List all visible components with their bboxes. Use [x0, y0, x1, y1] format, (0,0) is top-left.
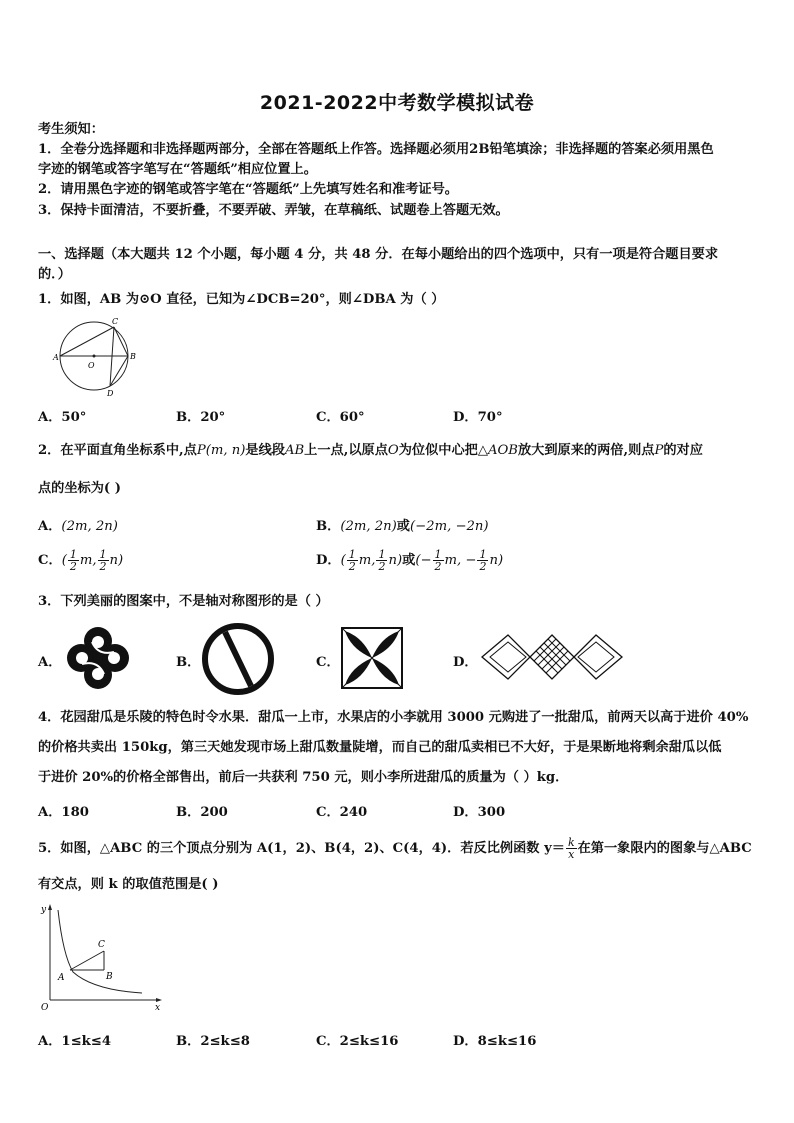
q5-option-d[interactable]: D．8≤k≤16	[453, 1034, 537, 1049]
page-title: 2021-2022中考数学模拟试卷	[259, 92, 535, 114]
q3-option-a-label[interactable]: A．	[38, 655, 62, 670]
q1-option-c[interactable]: C．60°	[316, 410, 365, 425]
notice-line-1: 1．全卷分选择题和非选择题两部分，全部在答题纸上作答。选择题必须用2B铅笔填涂；非选择题的答案必须用黑色	[38, 142, 714, 157]
q4-option-b[interactable]: B．200	[176, 805, 228, 820]
q2-option-b[interactable]: B．(2m, 2n)或(−2m, −2n)	[316, 519, 489, 534]
q1-option-a[interactable]: A．50°	[38, 410, 87, 425]
half-fraction: $\frac{1}{2}$	[348, 548, 356, 573]
half-fraction: $\frac{1}{2}$	[479, 548, 487, 573]
q5-stem-line-2: 有交点，则 k 的取值范围是( )	[38, 877, 219, 892]
q5-stem-line-1: 5．如图，△ABC 的三个顶点分别为 A(1，2)、B(4，2)、C(4，4)．若反比例函数 y＝ $\frac{k}{x}$ 在第一象限内的图象与△ABC	[38, 836, 752, 861]
q5-label-x: x	[155, 1003, 161, 1013]
q1-circle-figure	[52, 318, 142, 398]
q5-option-c[interactable]: C．2≤k≤16	[316, 1034, 399, 1049]
half-fraction: $\frac{1}{2}$	[99, 548, 107, 573]
q1-label-o: O	[88, 361, 95, 370]
q3-option-a-knot-icon[interactable]	[66, 626, 130, 690]
q1-label-c: C	[112, 317, 119, 326]
q5-option-b[interactable]: B．2≤k≤8	[176, 1034, 250, 1049]
q3-stem: 3．下列美丽的图案中，不是轴对称图形的是（ ）	[38, 594, 329, 609]
q3-option-b-circle-slash-icon[interactable]	[201, 622, 275, 696]
q4-option-a[interactable]: A．180	[38, 805, 89, 820]
q4-option-c[interactable]: C．240	[316, 805, 368, 820]
notice-line-3: 2．请用黑色字迹的钢笔或答字笔在“答题纸”上先填写姓名和准考证号。	[38, 182, 458, 197]
q1-label-d: D	[107, 389, 114, 398]
q2-option-d[interactable]: D．( $\frac{1}{2}$ m, $\frac{1}{2}$ n)或(− $\frac{1}{2}$ m, − $\frac{1}{2}$ n)	[316, 548, 504, 573]
half-fraction: $\frac{1}{2}$	[378, 548, 386, 573]
q3-option-c-label[interactable]: C．	[316, 655, 340, 670]
q5-graph-figure	[38, 900, 168, 1012]
q5-label-y: y	[41, 905, 47, 915]
q3-option-c-leaf-square-icon[interactable]	[341, 627, 403, 689]
q4-stem-line-1: 4．花园甜瓜是乐陵的特色时令水果．甜瓜一上市，水果店的小李就用 3000 元购进了一批甜瓜，前两天以高于进价 40%	[38, 710, 749, 725]
q3-option-d-endless-knot-icon[interactable]	[480, 630, 624, 684]
q5-label-o: O	[41, 1003, 49, 1013]
q5-label-b: B	[106, 972, 113, 982]
q5-label-c: C	[98, 940, 105, 950]
half-fraction: $\frac{1}{2}$	[69, 548, 77, 573]
q5-label-a: A	[58, 973, 65, 983]
notice-line-2: 字迹的钢笔或答字笔写在“答题纸”相应位置上。	[38, 162, 317, 177]
q3-option-d-label[interactable]: D．	[453, 655, 478, 670]
q2-stem-line-2: 点的坐标为( )	[38, 481, 122, 496]
q1-option-d[interactable]: D．70°	[453, 410, 503, 425]
q3-option-b-label[interactable]: B．	[176, 655, 201, 670]
k-over-x-fraction: $\frac{k}{x}$	[567, 836, 575, 861]
q1-option-b[interactable]: B．20°	[176, 410, 226, 425]
q4-option-d[interactable]: D．300	[453, 805, 506, 820]
q2-option-a[interactable]: A．(2m, 2n)	[38, 519, 118, 534]
notice-line-4: 3．保持卡面清洁，不要折叠，不要弄破、弄皱，在草稿纸、试题卷上答题无效。	[38, 203, 509, 218]
notice-heading: 考生须知：	[38, 122, 104, 137]
q1-stem: 1．如图，AB 为⊙O 直径，已知为∠DCB=20°，则∠DBA 为（ ）	[38, 292, 445, 307]
q5-option-a[interactable]: A．1≤k≤4	[38, 1034, 112, 1049]
section-heading-line-1: 一、选择题（本大题共 12 个小题，每小题 4 分，共 48 分．在每小题给出的四个选项中，只有一项是符合题目要求	[38, 247, 719, 262]
half-fraction: $\frac{1}{2}$	[434, 548, 442, 573]
q2-stem-line-1: 2．在平面直角坐标系中,点P(m, n)是线段AB上一点,以原点O为位似中心把△AOB放大到原来的两倍,则点P的对应	[38, 443, 703, 458]
q4-stem-line-3: 于进价 20%的价格全部售出，前后一共获利 750 元，则小李所进甜瓜的质量为（ ）kg．	[38, 770, 569, 785]
section-heading-line-2: 的．）	[38, 267, 71, 282]
q2-option-c[interactable]: C．( $\frac{1}{2}$ m, $\frac{1}{2}$ n)	[38, 548, 124, 573]
q4-stem-line-2: 的价格共卖出 150kg，第三天她发现市场上甜瓜数量陡增，而自己的甜瓜卖相已不大好，于是果断地将剩余甜瓜以低	[38, 740, 722, 755]
q1-label-b: B	[130, 352, 136, 361]
q1-label-a: A	[53, 353, 59, 362]
